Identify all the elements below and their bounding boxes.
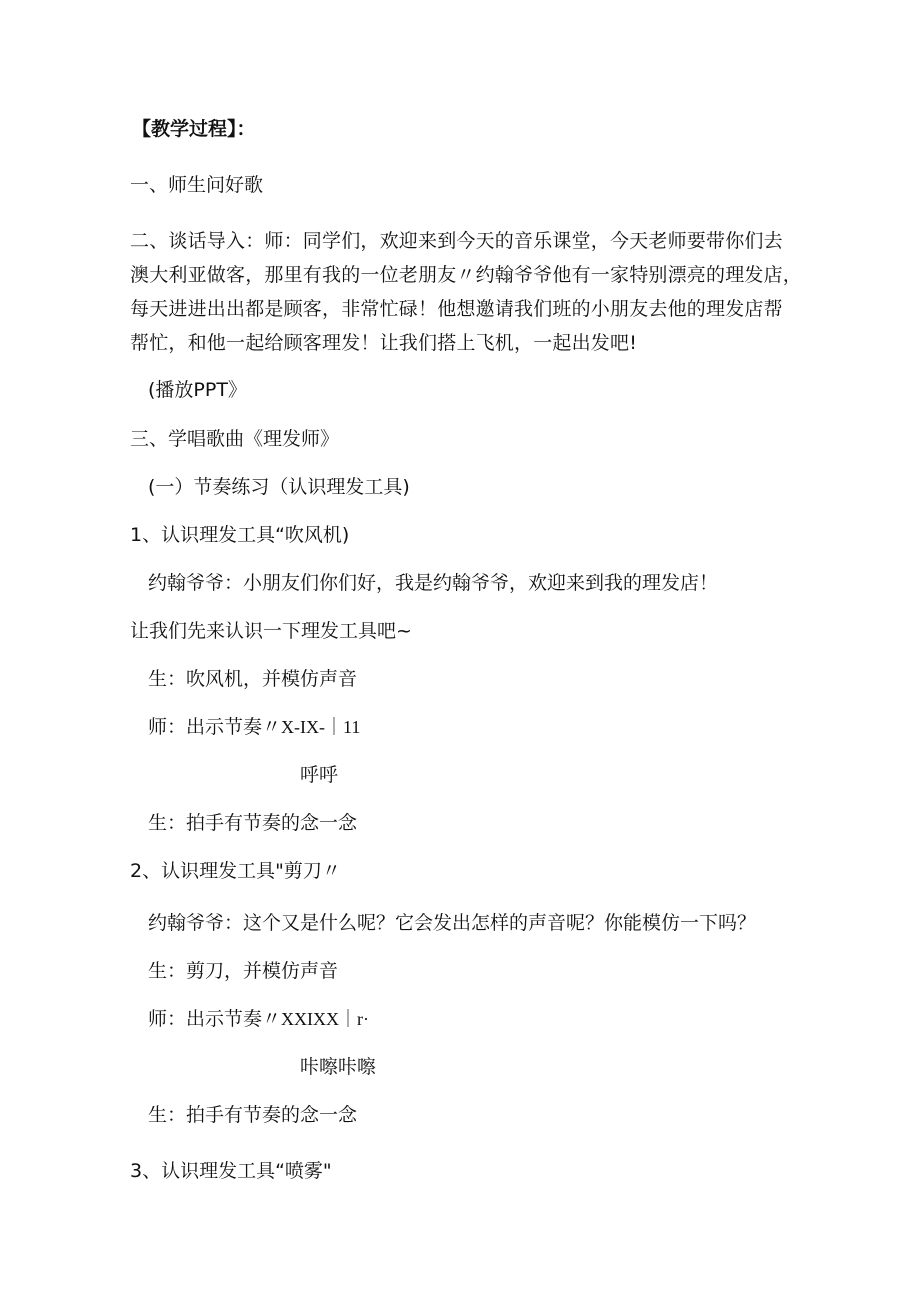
tool1-heading: 1、认识理发工具“吹风机) xyxy=(130,524,350,546)
intro-line-2: 澳大利亚做客，那里有我的一位老朋友〃约翰爷爷他有一家特别漂亮的理发店， xyxy=(130,264,803,286)
tool2-teacher-rhythm xyxy=(148,1006,369,1032)
tool1-teacher-prefix: 师：出示节奏〃 xyxy=(148,716,282,738)
subsection-rhythm-practice: (一）节奏练习（认识理发工具) xyxy=(148,476,410,498)
tool3-heading: 3、认识理发工具“喷雾" xyxy=(130,1160,332,1182)
tool1-lyric: 呼呼 xyxy=(300,764,339,786)
intro-line-4: 帮忙，和他一起给顾客理发！让我们搭上飞机，一起出发吧! xyxy=(130,332,638,354)
tool2-rhythm: XXIXX｜r· xyxy=(281,1009,369,1029)
tool2-heading: 2、认识理发工具"剪刀〃 xyxy=(130,860,341,882)
intro-line-1: 二、谈话导入：师：同学们，欢迎来到今天的音乐课堂，今天老师要带你们去 xyxy=(130,230,783,252)
tool1-rhythm: X-IX-｜11 xyxy=(281,717,361,737)
section-title: 【教学过程】： xyxy=(132,118,256,140)
tool2-student-answer: 生：剪刀，并模仿声音 xyxy=(148,960,339,982)
tool2-teacher-prefix: 师：出示节奏〃 xyxy=(148,1008,282,1030)
step-greeting-song: 一、师生问好歌 xyxy=(130,174,264,196)
tool1-student-answer: 生：吹风机，并模仿声音 xyxy=(148,668,358,690)
step-learn-song: 三、学唱歌曲《理发师》 xyxy=(130,428,340,450)
tool1-teacher-rhythm xyxy=(148,714,360,740)
intro-line-3: 每天进进出出都是顾客，非常忙碌！他想邀请我们班的小朋友去他的理发店帮 xyxy=(130,298,783,320)
tool2-john-line: 约翰爷爷：这个又是什么呢？它会发出怎样的声音呢？你能模仿一下吗？ xyxy=(148,912,757,934)
tool1-john-line-1: 约翰爷爷：小朋友们你们好，我是约翰爷爷，欢迎来到我的理发店！ xyxy=(148,572,719,594)
ppt-note: (播放PPT》 xyxy=(148,379,247,401)
tool1-student-clap: 生：拍手有节奏的念一念 xyxy=(148,812,358,834)
tool2-lyric: 咔嚓咔嚓 xyxy=(300,1056,377,1078)
tool1-john-line-2: 让我们先来认识一下理发工具吧~ xyxy=(130,620,412,642)
tool2-student-clap: 生：拍手有节奏的念一念 xyxy=(148,1104,358,1126)
